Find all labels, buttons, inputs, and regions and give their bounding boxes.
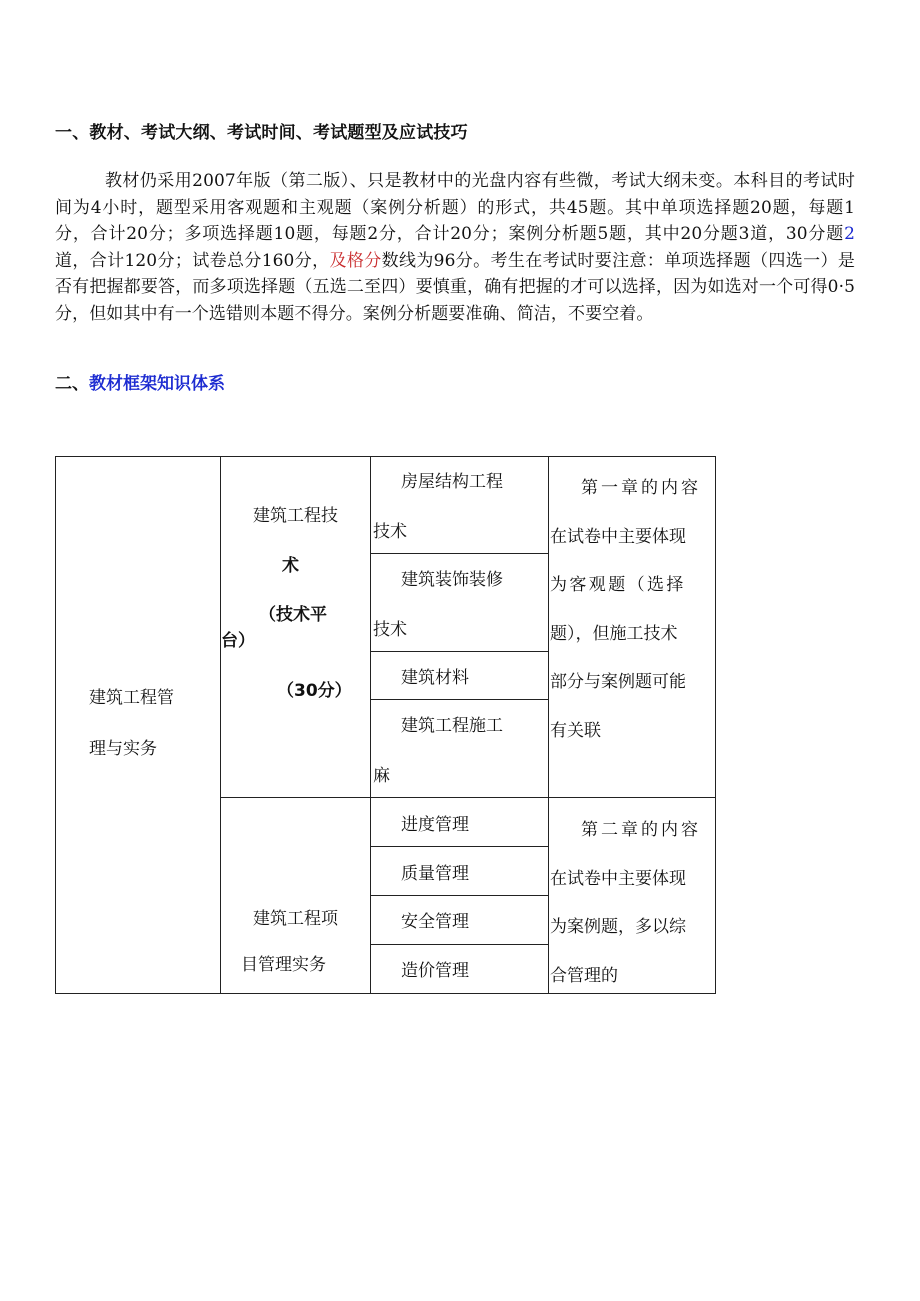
- para-highlight-blue: 2: [844, 224, 855, 244]
- table-border-left: [55, 456, 56, 994]
- part1-note-line-2: 在试卷中主要体现: [550, 526, 686, 547]
- part1-item-4-line-2: 麻: [373, 766, 390, 786]
- part1-item-1: [371, 456, 548, 553]
- part1-item-2: [371, 553, 548, 651]
- para-highlight-red: 及格分: [329, 250, 382, 271]
- part2-line-1: 建筑工程项: [253, 909, 338, 929]
- part2-line-2: 目管理实务: [241, 955, 326, 975]
- subject-cell: [89, 673, 209, 775]
- part1-note-line-1: 第一章的内容: [581, 478, 701, 498]
- section-heading-2-prefix: 二、: [55, 374, 89, 394]
- framework-table: [55, 456, 715, 993]
- part2-item-2: [371, 846, 548, 895]
- part1-item-3: [371, 651, 548, 699]
- part1-note-line-5: 部分与案例题可能: [550, 672, 686, 692]
- subject-line-2: 理与实务: [89, 739, 157, 759]
- part1-note-line-3: 为客观题（选择: [550, 575, 686, 595]
- part2-note-line-2: 在试卷中主要体现: [550, 868, 686, 889]
- part2-note: [550, 806, 715, 1000]
- table-col-line-1: [220, 456, 221, 994]
- section-heading-2: [55, 369, 225, 394]
- part2-item-4-label: 造价管理: [401, 961, 469, 981]
- part1-note-line-6: 有关联: [550, 720, 601, 741]
- part1-item-2-line-1: 建筑装饰装修: [401, 570, 503, 590]
- part2-item-3-label: 安全管理: [401, 912, 469, 932]
- part1-note: [550, 464, 715, 755]
- part2-item-2-label: 质量管理: [401, 864, 469, 884]
- part1-item-4: [371, 699, 548, 797]
- part1-item-1-line-2: 技术: [373, 522, 407, 542]
- section-heading-1: 一、教材、考试大纲、考试时间、考试题型及应试技巧: [55, 123, 468, 143]
- part2-note-line-1: 第二章的内容: [581, 820, 701, 840]
- part1-line-3: （技术平: [259, 605, 327, 625]
- table-border-right: [715, 456, 716, 994]
- part1-line-1: 建筑工程技: [253, 506, 338, 526]
- part2-item-1-label: 进度管理: [401, 815, 469, 835]
- part1-note-line-4: 题），但施工技术: [550, 623, 678, 644]
- part1-item-4-line-1: 建筑工程施工: [401, 716, 503, 736]
- para-text-3: 数线为96分。考生在考试时要注意：单项选择题（四选一）是否有把握都要答，而多项选择题（五选二至四）要慎重，确有把握的才可以选择，因为如选对一个可得0·5分，但如其中有一个选错则本题不得分。案例分析题要准确、简洁，不要空着。: [55, 250, 855, 324]
- part2-item-3: [371, 895, 548, 944]
- part2-note-line-3: 为案例题，多以综: [550, 917, 686, 937]
- part1-line-2: 术: [282, 556, 299, 576]
- part1-line-4: 台）: [221, 631, 255, 651]
- subject-line-1: 建筑工程管: [89, 688, 174, 708]
- part1-score: （30分）: [277, 681, 352, 701]
- intro-paragraph: [55, 168, 855, 327]
- table-col-line-3: [548, 456, 549, 994]
- part1-item-1-line-1: 房屋结构工程: [401, 472, 503, 492]
- para-text-2: 道，合计120分；试卷总分160分，: [55, 250, 330, 271]
- para-text-1: 教材仍采用2007年版（第二版）、只是教材中的光盘内容有些微，考试大纲未变。本科目的考试时间为4小时，题型采用客观题和主观题（案例分析题）的形式，共45题。其中单项选择题20题，每题1分，合计20分；多项选择题10题，每题2分，合计20分；案例分析题5题，其中20分题3道，30分题: [55, 171, 855, 244]
- part2-note-line-4: 合管理的: [550, 965, 618, 986]
- part1-item-2-line-2: 技术: [373, 620, 407, 640]
- part2-item-4: [371, 944, 548, 993]
- part2-item-1: [371, 797, 548, 846]
- section-heading-2-text: 教材框架知识体系: [89, 374, 225, 394]
- part1-item-3-line-1: 建筑材料: [401, 668, 469, 688]
